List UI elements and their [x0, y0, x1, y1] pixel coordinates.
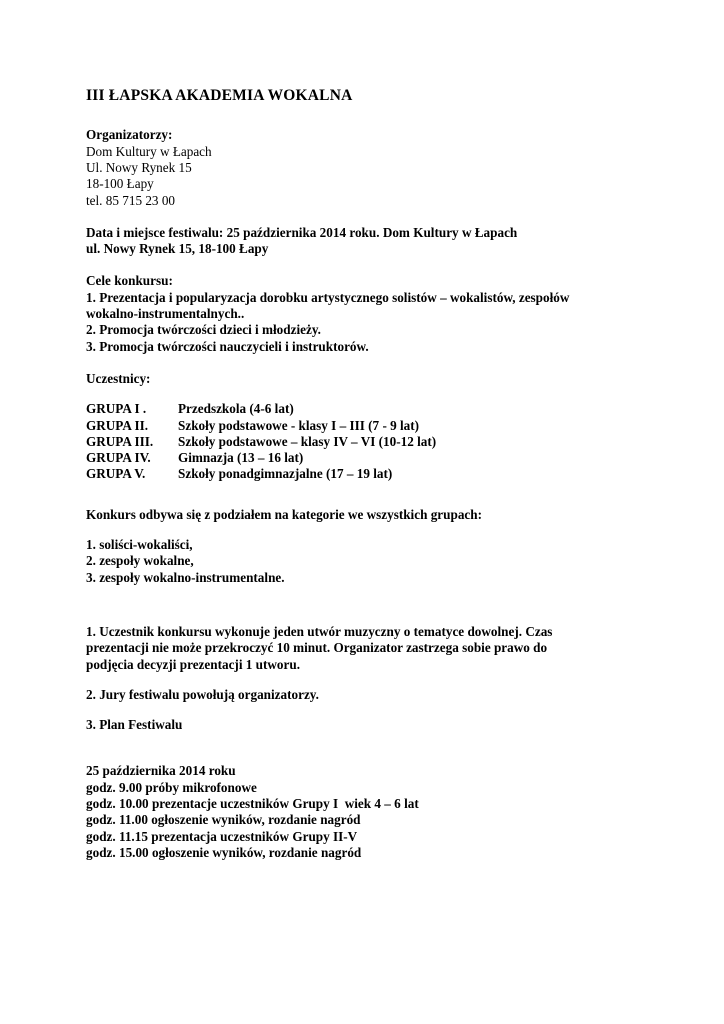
- category-item: 1. soliści-wokaliści,: [86, 537, 193, 553]
- page-title: III ŁAPSKA AKADEMIA WOKALNA: [86, 87, 353, 104]
- categories-block: [86, 507, 644, 586]
- category-item: 3. zespoły wokalno-instrumentalne.: [86, 569, 285, 585]
- rule-line: 1. Uczestnik konkursu wykonuje jeden utwór muzyczny o tematyce dowolnej. Czas: [86, 623, 553, 639]
- organizers-heading: Organizatorzy:: [86, 127, 173, 143]
- schedule-item: godz. 15.00 ogłoszenie wyników, rozdanie nagród: [86, 844, 362, 860]
- participants-block: [86, 371, 644, 483]
- table-row: [86, 418, 436, 434]
- organizers-block: [86, 127, 644, 208]
- goal-item: 1. Prezentacja i popularyzacja dorobku artystycznego solistów – wokalistów, zespołów: [86, 289, 570, 305]
- organizer-line: Ul. Nowy Rynek 15: [86, 159, 192, 175]
- schedule-date: 25 października 2014 roku: [86, 763, 236, 779]
- schedule-block: [86, 763, 644, 861]
- organizer-line: Dom Kultury w Łapach: [86, 143, 212, 159]
- goals-block: [86, 273, 644, 354]
- goals-heading: Cele konkursu:: [86, 273, 173, 289]
- group-name: GRUPA II.: [86, 417, 149, 433]
- table-row: [86, 450, 436, 466]
- schedule-item: godz. 10.00 prezentacje uczestników Grupy I wiek 4 – 6 lat: [86, 795, 419, 811]
- participants-heading: Uczestnicy:: [86, 370, 151, 386]
- group-description: Szkoły podstawowe - klasy I – III (7 - 9 lat): [178, 417, 420, 433]
- table-row: [86, 466, 436, 482]
- schedule-item: godz. 9.00 próby mikrofonowe: [86, 779, 257, 795]
- date-place-block: [86, 225, 644, 258]
- group-name: GRUPA IV.: [86, 450, 151, 466]
- goal-item: 2. Promocja twórczości dzieci i młodzieży.: [86, 322, 321, 338]
- goal-item: 3. Promocja twórczości nauczycieli i instruktorów.: [86, 338, 369, 354]
- rule-line: podjęcia decyzji prezentacji 1 utworu.: [86, 656, 301, 672]
- rule-plan-heading: 3. Plan Festiwalu: [86, 717, 183, 733]
- participants-groups-table: [86, 401, 436, 482]
- group-name: GRUPA V.: [86, 466, 146, 482]
- schedule-item: godz. 11.15 prezentacja uczestników Grupy II-V: [86, 828, 358, 844]
- category-item: 2. zespoły wokalne,: [86, 553, 194, 569]
- group-name: GRUPA III.: [86, 433, 154, 449]
- organizer-line: tel. 85 715 23 00: [86, 192, 176, 208]
- schedule-item: godz. 11.00 ogłoszenie wyników, rozdanie nagród: [86, 812, 361, 828]
- date-place-line: ul. Nowy Rynek 15, 18-100 Łapy: [86, 241, 269, 257]
- rule-line: prezentacji nie może przekroczyć 10 minut. Organizator zastrzega sobie prawo do: [86, 640, 548, 656]
- categories-heading: Konkurs odbywa się z podziałem na kategorie we wszystkich grupach:: [86, 506, 482, 522]
- table-row: [86, 434, 436, 450]
- rules-block: [86, 624, 644, 733]
- date-place-line: Data i miejsce festiwalu: 25 października 2014 roku. Dom Kultury w Łapach: [86, 224, 518, 240]
- group-description: Szkoły ponadgimnazjalne (17 – 19 lat): [178, 466, 393, 482]
- group-description: Przedszkola (4-6 lat): [178, 401, 294, 417]
- group-name: GRUPA I .: [86, 401, 147, 417]
- rule-jury: 2. Jury festiwalu powołują organizatorzy.: [86, 686, 319, 702]
- organizer-line: 18-100 Łapy: [86, 176, 154, 192]
- group-description: Szkoły podstawowe – klasy IV – VI (10-12 lat): [178, 433, 437, 449]
- table-row: [86, 401, 436, 417]
- group-description: Gimnazja (13 – 16 lat): [178, 450, 304, 466]
- goal-item-cont: wokalno-instrumentalnych..: [86, 306, 245, 322]
